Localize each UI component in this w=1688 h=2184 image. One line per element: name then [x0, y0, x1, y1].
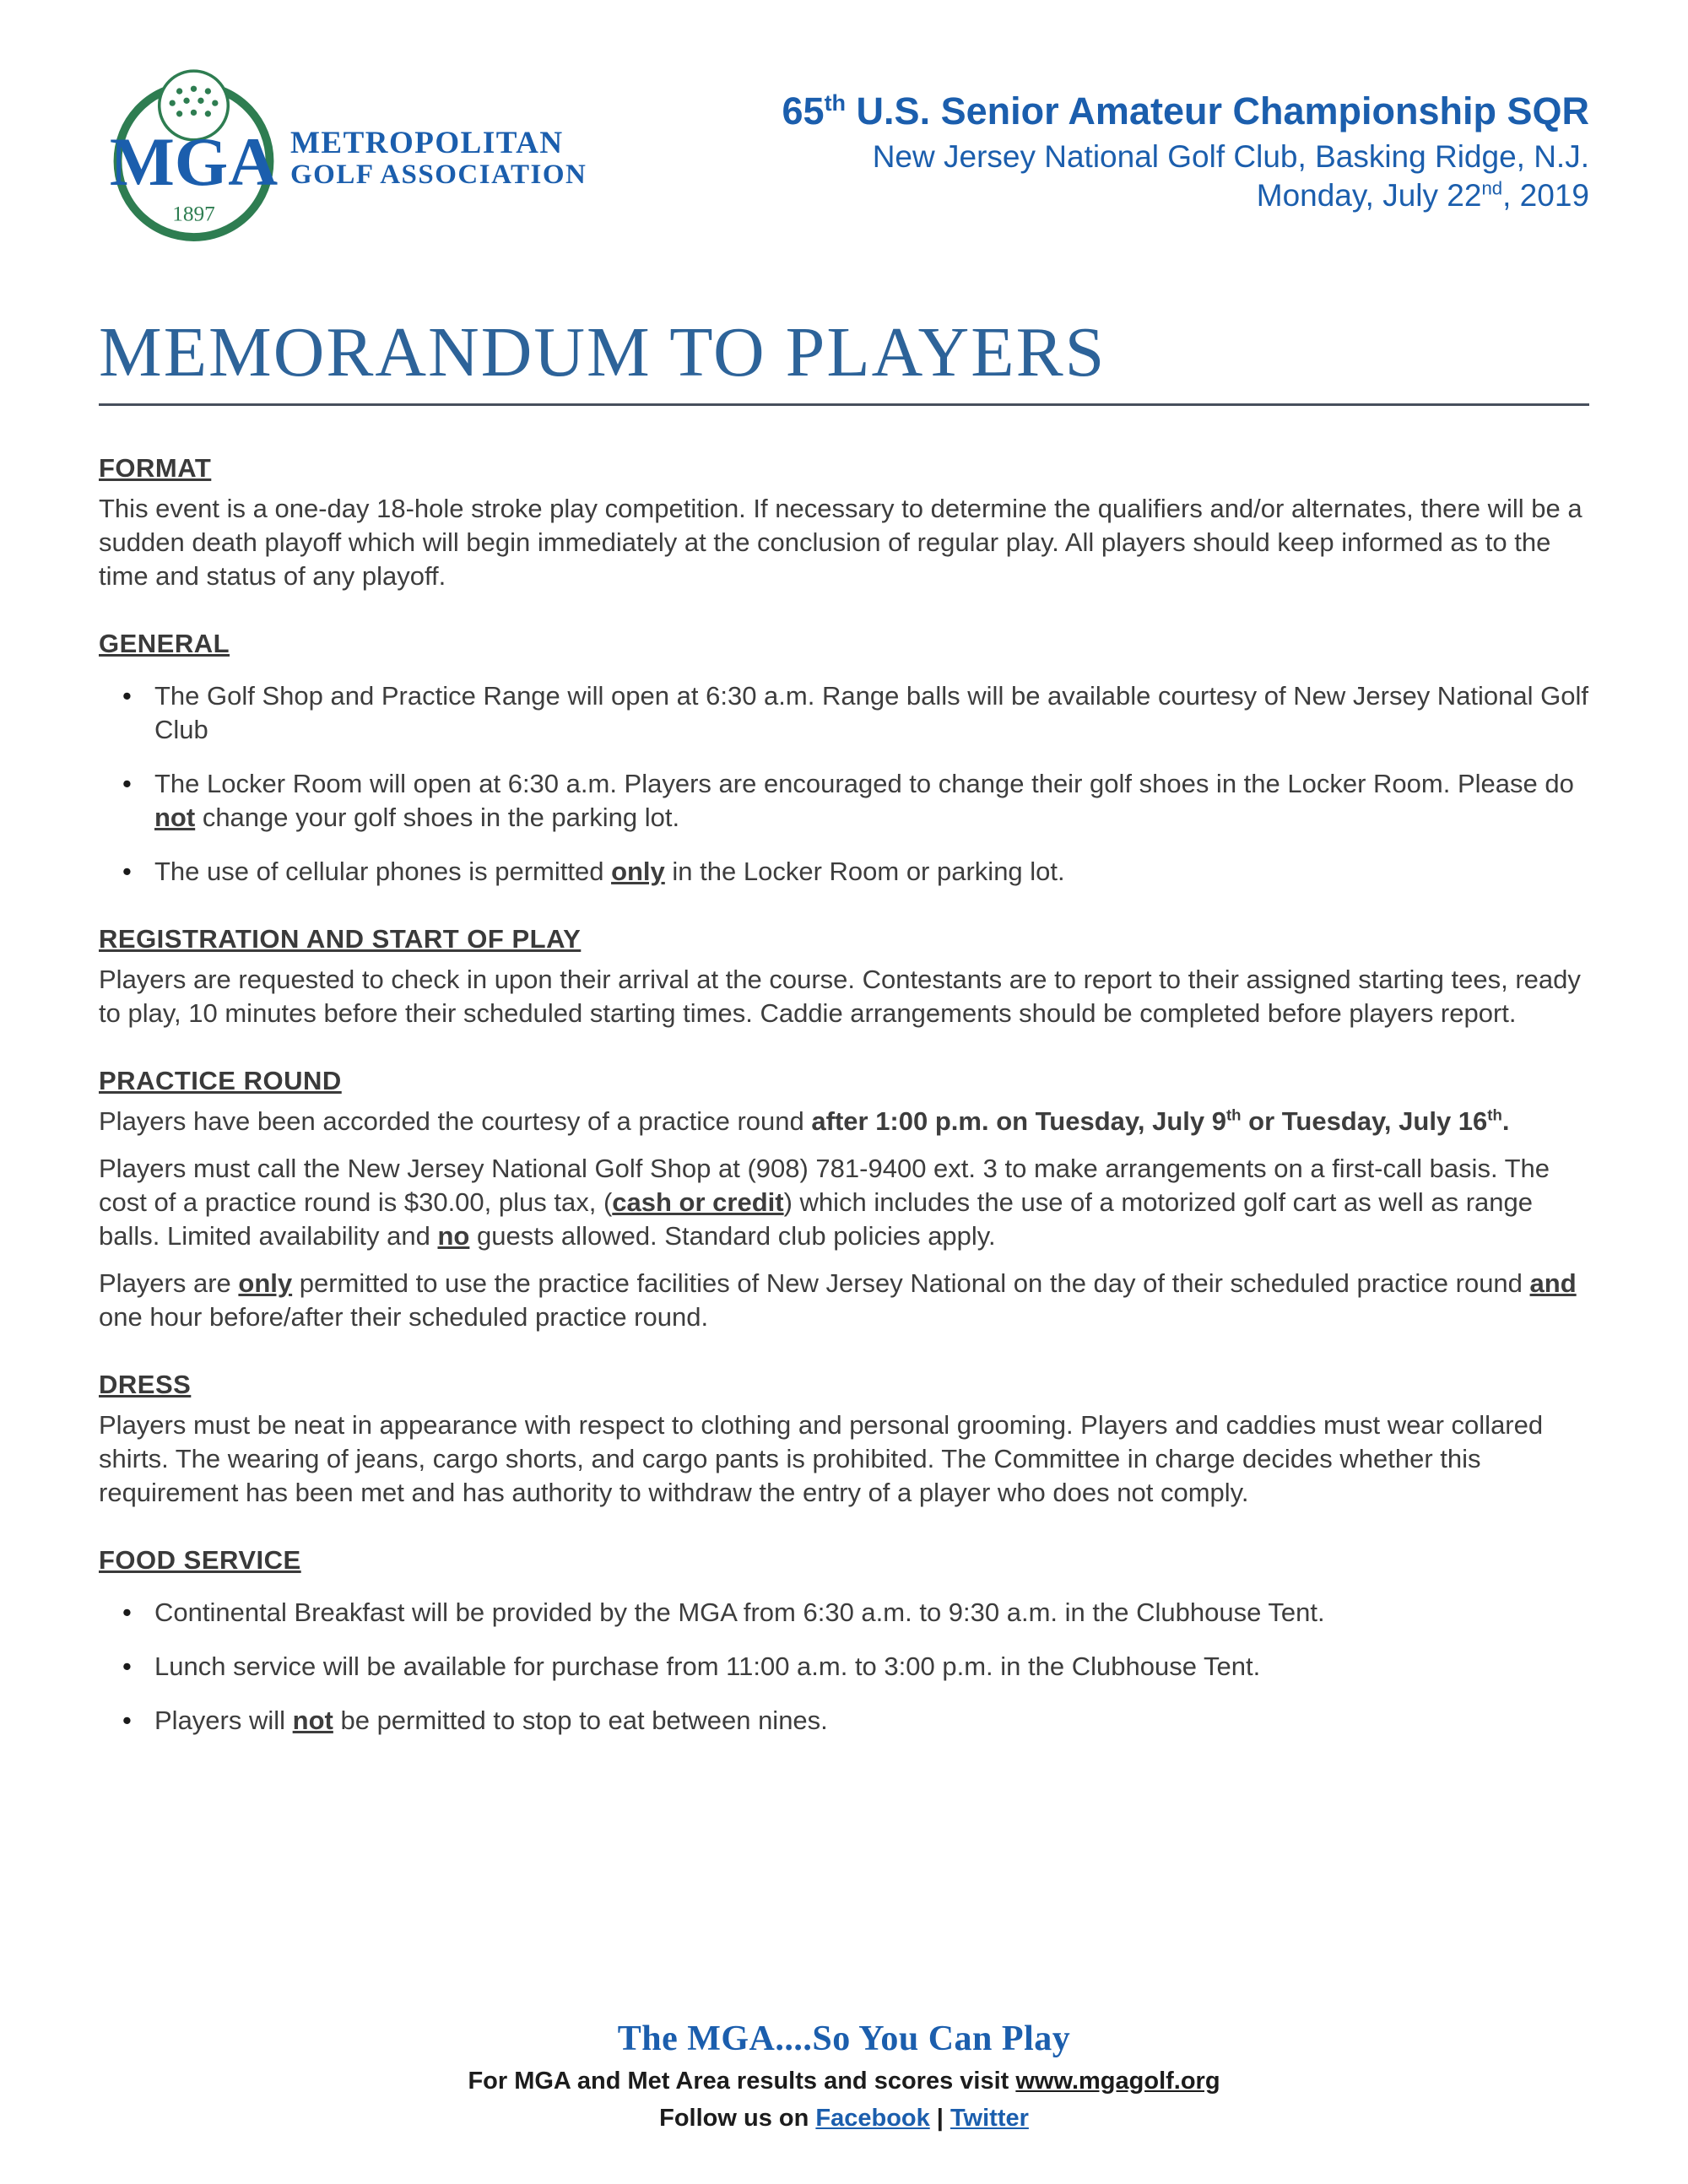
text-segment: only	[238, 1268, 293, 1298]
text-segment: Players must be neat in appearance with respect to clothing and personal grooming. Players and caddies must wear collared shirts. The wearing of jeans, cargo shorts, and cargo pants is prohibited. The Committee in charge decides whether this requirement has been met and has authority to withdraw the entry of a player who does not comply.	[99, 1410, 1544, 1507]
mga-logo-block	[99, 66, 587, 245]
bullet-item	[99, 855, 1589, 889]
bullet-item	[99, 679, 1589, 747]
paragraph	[99, 1267, 1589, 1334]
text-segment: For MGA and Met Area results and scores visit	[468, 2067, 1016, 2095]
paragraph	[99, 1152, 1589, 1253]
text-segment: The Locker Room will open at 6:30 a.m. Players are encouraged to change their golf shoes in the Locker Room. Please do	[154, 769, 1574, 798]
event-info	[782, 66, 1590, 215]
text-segment: not	[154, 803, 196, 832]
bullet-list	[99, 1596, 1589, 1738]
section-registration	[99, 924, 1589, 1030]
text-segment: Players will	[154, 1706, 293, 1735]
text-segment: change your golf shoes in the parking lot.	[195, 803, 680, 832]
mgagolf-link[interactable]: www.mgagolf.org	[1015, 2067, 1220, 2095]
memo-title-rule	[99, 403, 1589, 406]
text-segment: Lunch service will be available for purchase from 11:00 a.m. to 3:00 p.m. in the Clubhouse Tent.	[154, 1652, 1261, 1681]
text-segment: permitted to use the practice facilities of New Jersey National on the day of their scheduled practice round	[292, 1268, 1530, 1298]
section-practice-round	[99, 1066, 1589, 1334]
section-heading: REGISTRATION AND START OF PLAY	[99, 924, 582, 954]
text-segment: th	[1487, 1106, 1502, 1124]
text-segment: This event is a one-day 18-hole stroke play competition. If necessary to determine the qualifiers and/or alternates, there will be a sudden death playoff which will begin immediately at the conclusion of regular play. All players should keep informed as to the time and status of any playoff.	[99, 494, 1582, 591]
text-segment: or Tuesday, July 16	[1241, 1106, 1488, 1136]
document-footer	[99, 2019, 1589, 2141]
text-segment: not	[292, 1706, 333, 1735]
text-segment: th	[1225, 1106, 1242, 1124]
text-segment: after 1:00 p.m. on Tuesday, July 9	[811, 1106, 1226, 1136]
text-segment: 65	[782, 89, 825, 132]
sections	[99, 418, 1589, 1738]
bullet-item	[99, 767, 1589, 835]
bullet-list	[99, 679, 1589, 889]
logo-year: 1897	[172, 202, 215, 226]
text-segment: be permitted to stop to eat between nines.	[333, 1706, 828, 1735]
event-date	[782, 177, 1590, 214]
section-format	[99, 453, 1589, 593]
text-segment: nd	[1481, 177, 1503, 199]
text-segment: cash or credit	[612, 1187, 784, 1217]
document-header	[99, 66, 1589, 245]
text-segment: ) which includes the use of a motorized golf cart as well as range balls. Limited availability and	[99, 1187, 1533, 1251]
footer-results-line	[99, 2066, 1589, 2096]
section-heading: PRACTICE ROUND	[99, 1066, 342, 1095]
footer-follow-line	[99, 2103, 1589, 2133]
twitter-link[interactable]: Twitter	[950, 2104, 1029, 2132]
section-food-service	[99, 1545, 1589, 1738]
section-general	[99, 629, 1589, 889]
text-segment: only	[611, 857, 665, 886]
text-segment: no	[437, 1221, 470, 1251]
memo-title: MEMORANDUM TO PLAYERS	[99, 313, 1106, 392]
text-segment: and	[1529, 1268, 1577, 1298]
text-segment: The use of cellular phones is permitted	[154, 857, 612, 886]
text-segment: .	[1501, 1106, 1510, 1136]
paragraph	[99, 963, 1589, 1030]
text-segment: Players must call the New Jersey National Golf Shop at (908) 781-9400 ext. 3 to make arrangements on a first-call basis. The cost of a practice round is $30.00, plus tax, (	[99, 1154, 1550, 1217]
text-segment: Follow us on	[659, 2104, 816, 2132]
bullet-item	[99, 1650, 1589, 1684]
text-segment: , 2019	[1502, 178, 1589, 214]
section-dress	[99, 1370, 1589, 1510]
text-segment: Continental Breakfast will be provided by the MGA from 6:30 a.m. to 9:30 a.m. in the Clubhouse Tent.	[154, 1597, 1325, 1627]
logo-abbr: MGA	[109, 123, 279, 201]
facebook-link[interactable]: Facebook	[815, 2104, 930, 2132]
text-segment: The Golf Shop and Practice Range will open at 6:30 a.m. Range balls will be available courtesy of New Jersey National Golf Club	[154, 681, 1589, 744]
text-segment: Players are	[99, 1268, 239, 1298]
paragraph	[99, 1105, 1589, 1138]
org-name-line1: METROPOLITAN	[290, 126, 564, 161]
text-segment: U.S. Senior Amateur Championship SQR	[846, 89, 1589, 132]
event-venue: New Jersey National Golf Club, Basking Ridge, N.J.	[872, 138, 1589, 174]
paragraph	[99, 492, 1589, 593]
section-heading: FORMAT	[99, 453, 212, 483]
text-segment: guests allowed. Standard club policies apply.	[469, 1221, 996, 1251]
text-segment: Players are requested to check in upon their arrival at the course. Contestants are to report to their assigned starting tees, ready to play, 10 minutes before their scheduled starting times. Caddie arrangements should be completed before players report.	[99, 965, 1581, 1028]
org-name-line2: GOLF ASSOCIATION	[290, 159, 587, 191]
text-segment: Monday, July 22	[1256, 178, 1482, 214]
text-segment: in the Locker Room or parking lot.	[664, 857, 1065, 886]
bullet-item	[99, 1704, 1589, 1738]
event-title	[782, 89, 1590, 133]
text-segment: Players have been accorded the courtesy of a practice round	[99, 1106, 812, 1136]
paragraph	[99, 1408, 1589, 1510]
section-heading: DRESS	[99, 1370, 192, 1399]
bullet-item	[99, 1596, 1589, 1630]
text-segment: th	[824, 90, 847, 116]
text-segment: one hour before/after their scheduled practice round.	[99, 1302, 709, 1332]
org-name	[290, 127, 587, 191]
section-heading: GENERAL	[99, 629, 230, 658]
footer-tagline: The MGA....So You Can Play	[617, 2019, 1071, 2058]
section-heading: FOOD SERVICE	[99, 1545, 301, 1575]
text-segment: |	[929, 2104, 950, 2132]
mga-logo-icon	[99, 66, 289, 245]
